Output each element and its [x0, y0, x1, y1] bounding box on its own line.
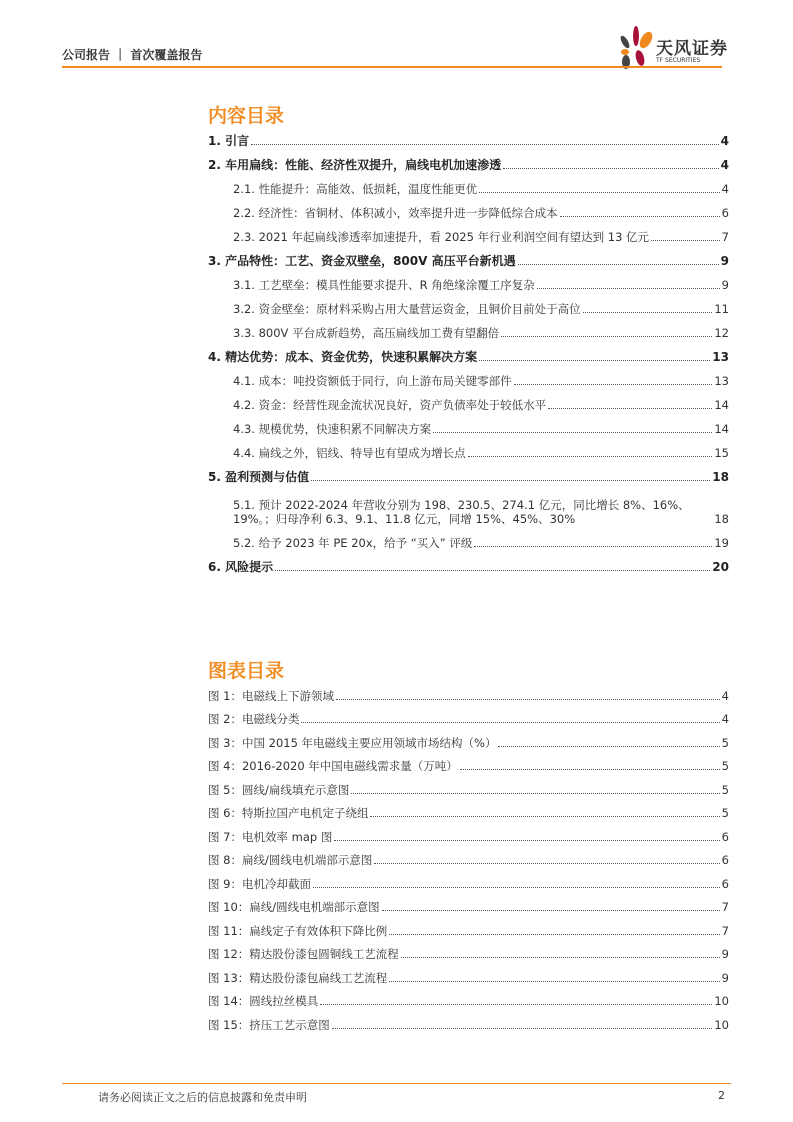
dot-leader	[514, 384, 713, 385]
entry-label: 图 9：电机冷却截面	[208, 876, 311, 891]
dot-leader	[313, 887, 720, 888]
dot-leader	[374, 863, 719, 864]
entry-page: 5	[721, 806, 729, 820]
entry-label: 图 7：电机效率 map 图	[208, 829, 333, 844]
entry-page: 4	[720, 134, 729, 148]
entry-page: 19	[714, 536, 729, 550]
tf-securities-logo	[616, 24, 736, 70]
entry-label: 2.2. 经济性：省铜材、体积减小，效率提升进一步降低综合成本	[233, 206, 558, 220]
entry-label: 2.3. 2021 年起扁线渗透率加速提升，看 2025 年行业利润空间有望达到 13 亿元	[233, 230, 650, 244]
entry-label: 图 1：电磁线上下游领域	[208, 688, 334, 703]
entry-label: 图 6：特斯拉国产电机定子绕组	[208, 806, 369, 820]
toc-entry[interactable]	[208, 392, 729, 416]
dot-leader	[460, 769, 720, 770]
dot-leader	[351, 793, 719, 794]
figure-entry[interactable]	[208, 1012, 729, 1036]
entry-page: 6	[721, 206, 729, 220]
entry-label: 图 8：扁线/圆线电机端部示意图	[208, 853, 373, 867]
figure-entry[interactable]	[208, 895, 729, 919]
entry-label: 5. 盈利预测与估值	[208, 470, 310, 484]
dot-leader	[251, 144, 719, 145]
entry-label: 4.3. 规模优势，快速积累不同解决方案	[233, 422, 432, 436]
footer-divider	[62, 1083, 731, 1084]
entry-label: 6. 风险提示	[208, 560, 274, 574]
dot-leader	[311, 480, 710, 481]
toc-entry[interactable]	[208, 296, 729, 320]
entry-page: 5	[721, 759, 729, 773]
toc-entry[interactable]	[208, 530, 729, 554]
dot-leader	[468, 456, 713, 457]
entry-page: 10	[714, 994, 729, 1008]
entry-label: 图 11：扁线定子有效体积下降比例	[208, 923, 388, 938]
figure-entry[interactable]	[208, 848, 729, 872]
figure-entry[interactable]	[208, 871, 729, 895]
toc-entry[interactable]	[208, 200, 729, 224]
figure-entry[interactable]	[208, 730, 729, 754]
dot-leader	[501, 336, 712, 337]
dot-leader	[498, 746, 719, 747]
entry-label: 图 4：2016-2020 年中国电磁线需求量（万吨）	[208, 759, 458, 773]
dot-leader	[548, 408, 712, 409]
entry-label: 1. 引言	[208, 134, 250, 148]
entry-page: 9	[721, 278, 729, 292]
entry-page: 14	[714, 422, 729, 436]
dot-leader	[334, 840, 719, 841]
entry-label: 图 3：中国 2015 年电磁线主要应用领域市场结构（%）	[208, 735, 497, 750]
toc-title: 内容目录	[208, 105, 285, 127]
entry-page: 13	[714, 374, 729, 388]
entry-label: 图 15：挤压工艺示意图	[208, 1017, 330, 1032]
toc-entry[interactable]	[208, 248, 729, 272]
entry-label: 图 5：圆线/扁线填充示意图	[208, 782, 350, 797]
page-number: 2	[718, 1089, 725, 1102]
toc-entry[interactable]	[208, 152, 729, 176]
entry-label: 4.2. 资金：经营性现金流状况良好，资产负债率处于较低水平	[233, 398, 547, 412]
entry-page: 15	[714, 446, 729, 460]
toc-entry[interactable]	[208, 464, 729, 488]
dot-leader	[433, 432, 712, 433]
dot-leader	[479, 360, 710, 361]
dot-leader	[389, 934, 719, 935]
entry-label: 图 10：扁线/圆线电机端部示意图	[208, 900, 380, 914]
figure-entry[interactable]	[208, 942, 729, 966]
dot-leader	[320, 1004, 712, 1005]
dot-leader	[401, 957, 720, 958]
entry-page: 18	[714, 512, 729, 526]
entry-page: 6	[721, 829, 729, 844]
entry-page: 4	[721, 688, 729, 703]
toc-entry[interactable]	[208, 272, 729, 296]
entry-page: 4	[721, 182, 729, 196]
figure-entry[interactable]	[208, 918, 729, 942]
dot-leader	[474, 546, 712, 547]
entry-label: 5.2. 给予 2023 年 PE 20x，给予 “买入” 评级	[233, 536, 473, 550]
dot-leader	[275, 570, 710, 571]
entry-label: 图 2：电磁线分类	[208, 712, 300, 726]
dot-leader	[503, 168, 719, 169]
entry-page: 14	[714, 398, 729, 412]
figure-entry[interactable]	[208, 965, 729, 989]
dot-leader	[518, 264, 719, 265]
figure-entry[interactable]	[208, 683, 729, 707]
entry-page: 18	[712, 470, 729, 484]
dot-leader	[336, 699, 720, 700]
dot-leader	[560, 216, 720, 217]
dot-leader	[382, 910, 720, 911]
table-of-contents	[208, 128, 729, 578]
entry-label: 3.3. 800V 平台成新趋势，高压扁线加工费有望翻倍	[233, 326, 500, 340]
toc-entry[interactable]	[208, 440, 729, 464]
entry-label: 2.1. 性能提升：高能效、低损耗，温度性能更优	[233, 182, 478, 196]
toc-entry[interactable]	[208, 368, 729, 392]
toc-entry[interactable]	[208, 416, 729, 440]
report-type: 公司报告 ｜ 首次覆盖报告	[62, 48, 203, 62]
entry-label: 4.4. 扁线之外，铝线、特导也有望成为增长点	[233, 446, 466, 460]
entry-page: 4	[720, 158, 729, 172]
entry-page: 7	[721, 230, 729, 244]
entry-label: 5.1. 预计 2022-2024 年营收分别为 198、230.5、274.1 亿元，同比增长 8%、16%、19%。；归母净利 6.3、9.1、11.8 亿元，同增 15%、45%、30%	[233, 498, 690, 526]
toc-entry[interactable]	[208, 224, 729, 248]
logo-petals-icon	[616, 24, 656, 70]
entry-page: 6	[721, 853, 729, 867]
footer-disclaimer: 请务必阅读正文之后的信息披露和免责申明	[98, 1091, 307, 1104]
entry-page: 7	[721, 900, 729, 914]
figure-entry[interactable]	[208, 754, 729, 778]
figure-entry[interactable]	[208, 707, 729, 731]
entry-page: 6	[721, 876, 729, 891]
figure-entry[interactable]	[208, 824, 729, 848]
dot-leader	[389, 981, 719, 982]
logo-text: 天风证券	[656, 39, 728, 59]
toc-entry[interactable]	[208, 176, 729, 200]
toc-entry[interactable]	[208, 488, 729, 530]
entry-page: 12	[714, 326, 729, 340]
toc-entry[interactable]	[208, 320, 729, 344]
toc-entry[interactable]	[208, 554, 729, 578]
dot-leader	[537, 288, 720, 289]
entry-page: 7	[721, 923, 729, 938]
entry-page: 13	[712, 350, 729, 364]
dot-leader	[479, 192, 720, 193]
toc-entry[interactable]	[208, 344, 729, 368]
entry-page: 5	[721, 782, 729, 797]
entry-label: 3.1. 工艺壁垒：模具性能要求提升、R 角绝缘涂覆工序复杂	[233, 278, 535, 292]
entry-label: 图 13：精达股份漆包扁线工艺流程	[208, 970, 388, 985]
entry-page: 10	[714, 1017, 729, 1032]
entry-page: 9	[721, 970, 729, 985]
entry-label: 4.1. 成本：吨投资额低于同行，向上游布局关键零部件	[233, 374, 512, 388]
figure-entry[interactable]	[208, 801, 729, 825]
dot-leader	[332, 1028, 713, 1029]
list-of-figures	[208, 683, 729, 1036]
entry-label: 3.2. 资金壁垒：原材料采购占用大量营运资金，且铜价目前处于高位	[233, 302, 581, 316]
figure-entry[interactable]	[208, 989, 729, 1013]
figures-title: 图表目录	[208, 660, 285, 682]
dot-leader	[651, 240, 720, 241]
entry-page: 20	[712, 560, 729, 574]
entry-page: 11	[714, 302, 729, 316]
entry-label: 图 14：圆线拉丝模具	[208, 994, 319, 1008]
figure-entry[interactable]	[208, 777, 729, 801]
dot-leader	[583, 312, 713, 313]
entry-label: 4. 精达优势：成本、资金优势，快速积累解决方案	[208, 350, 478, 364]
entry-label: 2. 车用扁线：性能、经济性双提升，扁线电机加速渗透	[208, 158, 502, 172]
toc-entry[interactable]	[208, 128, 729, 152]
entry-page: 9	[721, 947, 729, 961]
entry-page: 5	[721, 735, 729, 750]
entry-label: 图 12：精达股份漆包圆铜线工艺流程	[208, 947, 399, 961]
dot-leader	[301, 722, 719, 723]
entry-label: 3. 产品特性：工艺、资金双壁垒，800V 高压平台新机遇	[208, 254, 516, 268]
dot-leader	[370, 816, 719, 817]
entry-page: 9	[720, 254, 729, 268]
header-divider	[62, 66, 722, 68]
entry-page: 4	[721, 712, 729, 726]
logo-subtext: TF SECURITIES	[656, 57, 701, 64]
